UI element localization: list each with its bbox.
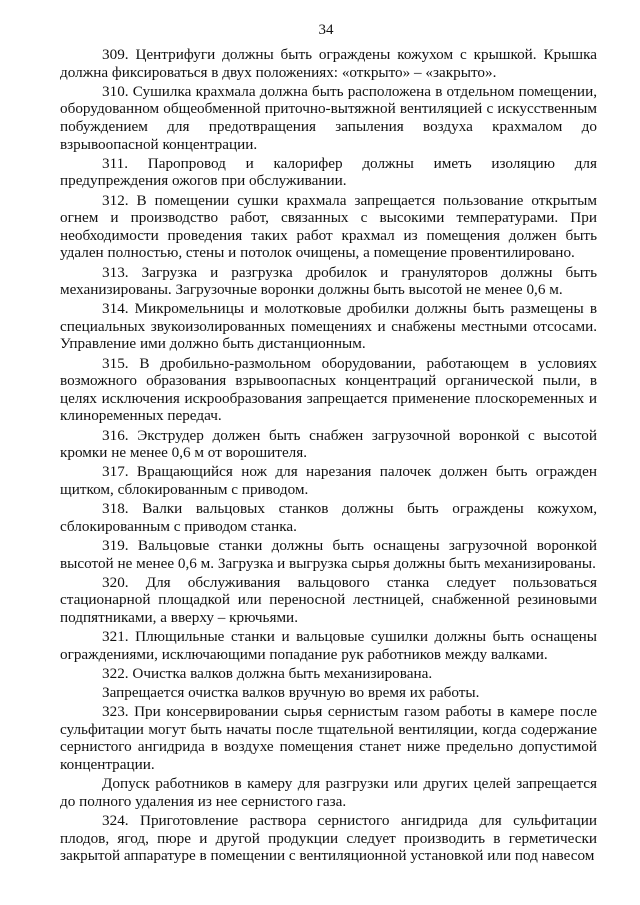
document-body xyxy=(60,46,597,866)
paragraph-322: 322. Очистка валков должна быть механизирована. xyxy=(102,664,433,682)
paragraph-312: 312. В помещении сушки крахмала запрещается пользование открытым огнем и производство работ, связанных с высокими температурами. При необходимости проведения таких работ крахмал из помещения должен быть удален полностью, стены и потолок очищены, а помещение провентилировано. xyxy=(60,191,597,262)
paragraph-310: 310. Сушилка крахмала должна быть расположена в отдельном помещении, оборудованном общеобменной приточно-вытяжной вентиляцией с искусственным побуждением для предотвращения запыления воздуха крахмалом до взрывоопасной концентрации. xyxy=(60,82,597,153)
paragraph-322-continued: Запрещается очистка валков вручную во время их работы. xyxy=(102,684,480,702)
paragraph-323: 323. При консервировании сырья сернистым газом работы в камере после сульфитации могут быть начаты после тщательной вентиляции, когда содержание сернистого ангидрида в воздухе помещения станет ниже предельно допустимой концентрации. xyxy=(60,703,597,774)
paragraph-314: 314. Микромельницы и молотковые дробилки должны быть размещены в специальных звукоизолированных помещениях и снабжены местными отсосами. Управление ими должно быть дистанционным. xyxy=(60,300,597,353)
paragraph-320: 320. Для обслуживания вальцового станка следует пользоваться стационарной площадкой или переносной лестницей, снабженной резиновыми подпятниками, а вверху – крючьями. xyxy=(60,573,597,626)
page-number: 34 xyxy=(318,22,334,38)
paragraph-321: 321. Плющильные станки и вальцовые сушилки должны быть оснащены ограждениями, исключающими попадание рук работников между валками. xyxy=(60,628,597,663)
paragraph-317: 317. Вращающийся нож для нарезания палочек должен быть огражден щитком, сблокированным с приводом. xyxy=(60,463,597,498)
paragraph-319: 319. Вальцовые станки должны быть оснащены загрузочной воронкой высотой не менее 0,6 м. Загрузка и выгрузка сырья должны быть механизированы. xyxy=(60,536,597,572)
paragraph-313: 313. Загрузка и разгрузка дробилок и грануляторов должны быть механизированы. Загрузочные воронки должны быть высотой не менее 0,6 м. xyxy=(60,263,597,299)
paragraph-318: 318. Валки вальцовых станков должны быть ограждены кожухом, сблокированным с приводом станка. xyxy=(60,500,597,535)
paragraph-315: 315. В дробильно-размольном оборудовании, работающем в условиях возможного образования взрывоопасных концентраций органической пыли, в целях исключения искрообразования запрещается применение плоскоременных и клиноременных передач. xyxy=(60,354,597,425)
paragraph-316: 316. Экструдер должен быть снабжен загрузочной воронкой с высотой кромки не менее 0,6 м от ворошителя. xyxy=(60,426,597,462)
paragraph-311: 311. Паропровод и калорифер должны иметь изоляцию для предупреждения ожогов при обслуживании. xyxy=(60,154,597,190)
paragraph-309: 309. Центрифуги должны быть ограждены кожухом с крышкой. Крышка должна фиксироваться в двух положениях: «открыто» – «закрыто». xyxy=(60,46,597,81)
paragraph-324: 324. Приготовление раствора сернистого ангидрида для сульфитации плодов, ягод, пюре и другой продукции следует производить в герметически закрытой аппаратуре в помещении с вентиляционной установкой или под навесом xyxy=(60,812,597,865)
paragraph-323-continued: Допуск работников в камеру для разгрузки или других целей запрещается до полного удаления из нее сернистого газа. xyxy=(60,775,597,810)
